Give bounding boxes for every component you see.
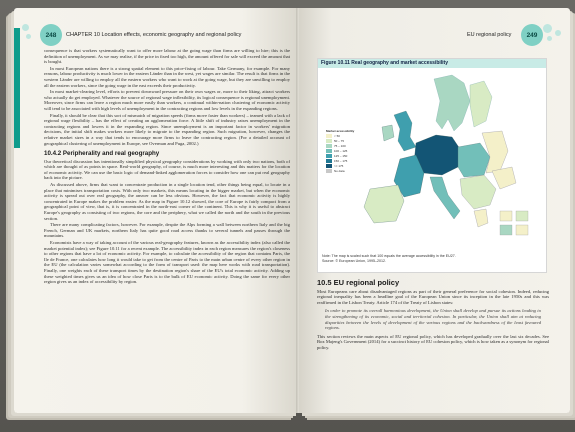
map-inset	[500, 211, 512, 221]
legend-label: 50 – 75	[334, 139, 345, 143]
legend-swatch	[326, 169, 332, 173]
paragraph: Our theoretical discussion has intentionally simplified physical geography considerations by working with only two nations, both of which are thought of as points in space. Real-world geography, of course, is much more interesting and this matters for the location of economic activity. We can use the basic logic of demand-linked agglomeration forces to consider how one can put real geography back into the picture.	[44, 158, 290, 181]
treaty-quote: In order to promote its overall harmonious development, the Union shall develop and pursue its actions leading to the strengthening of its economic, social and territorial cohesion. In particular, the Union shall aim at reducing disparities between the levels of development of the various regions and the backwardness of the least favoured regions.	[325, 308, 541, 331]
figure-title: Figure 10.11 Real geography and market accessibility	[318, 59, 546, 68]
map-inset	[516, 225, 528, 235]
map-inset	[516, 211, 528, 221]
section-heading: 10.5 EU regional policy	[317, 278, 400, 287]
paragraph: In most market-clearing level, efforts to prevent downward pressure on their own wages or, more to their liking, attract workers who actually do get employed. Whatever the source of regional wage inflexibility, its logical consequence is regional unemployment. Moreover, since firms can leave a region much more easily than workers, a continual within-nation clustering of economic activity will tend to be associated with high levels of unemployment in the contracting regions and low levels in the expanding regions.	[44, 89, 290, 111]
legend-label: 100 – 125	[334, 149, 348, 153]
paragraph: In most European nations there is a strong spatial element to this price-fixing of labour. Take Germany, for example. For many reasons, labour productivity is much lower in the eastern Länder than in the west, yet wages are similar. The result is that firms in the western Länder are willing to employ all the eastern workers who want to work at the going wage, but they are unwilling to employ all the eastern workers, since the going wage in the east exceeds their productivity.	[44, 65, 290, 88]
figure-10-11	[317, 58, 547, 273]
paragraph: As discussed above, firms that want to concentrate production in a single location tend, other things being equal, to locate in a place that minimises transportation costs. With only two markets, this means locating in the bigger market, but when the economic activity is spread out over real geography, the answer can be less obvious. However, the fact that economic activity is highly concentrated in Europe makes the problem easier. As the map in Figure 10.12 showed, the core of Europe is fairly compact from a geographical point of view, that is, it is concentrated in the north-east corner of the continent. This is why it is useful to abstract Europe's geography as consisting of two regions, the core and the periphery, what we called the north and the south in the previous section.	[44, 182, 290, 221]
figure-note	[322, 254, 456, 264]
decorative-dots-icon	[537, 22, 567, 46]
paragraph: Most Europeans care about disadvantaged regions as part of their general preference for social cohesion. Indeed, reducing regional inequality has been a headline goal of the European Union since its inception in the late 1950s and this was reaffirmed in the Lisbon Treaty. Article 174 of the Treaty of Lisbon states:	[317, 288, 549, 305]
paragraph: There are many complicating factors, however. For example, despite the Alps forming a wall between northern Italy and the big French, German and UK markets, northern Italy has quite good road access thanks to several tunnels and passes through the mountains.	[44, 222, 290, 239]
right-body-text	[317, 280, 549, 352]
paragraph: Finally, it should be clear that this sort of mismatch of migration speeds (firms move faster than workers) – teamed with a lack of regional wage flexibility – has the effect of creating an agglomeration force. A little shift of industry raises unemployment in the contracting regions and lowers it in the expanding region. Since unemployment is an important factor in workers' migration decisions, the initial shift makes workers more likely to migrate to the expanding region. Such migration, however, changes the relative market sizes in a way that tends to encourage more firms to leave the contracting region. (For a detailed account of geographical clustering of unemployment in Europe, see Overman and Puga, 2002.)	[44, 112, 290, 146]
legend-label: < 50	[334, 134, 340, 138]
paragraph: Economists have a way of taking account of the various real-geography features, known as the accessibility index (also called the market potential index); see Figure 10.11 for a recent example. The accessibility index in each region measures the region's closeness to other regions that have a lot of economic activity. For example, to calculate the accessibility of the region that contains Paris, the Ile de France, one calculates how long it would take to get from the centre of Paris to the main urban centre of every other region in the EU (the calculation varies somewhat according to the form of transport used: the map here works with road transportation). Finally, one weights each of these transport times by the destination region's share of the EU's total economic activity. Adding up these weighted times gives us an idea of how close Paris is to the bulk of EU economic activity. Doing the same for every other region gives us an index of accessibility by region.	[44, 240, 290, 285]
legend-swatch	[326, 144, 332, 148]
figure-source: Source: © European Union, 1995–2012.	[322, 259, 386, 263]
left-page	[14, 8, 299, 413]
open-book	[4, 8, 572, 423]
legend-swatch	[326, 149, 332, 153]
left-page-number: 248	[40, 24, 62, 46]
paragraph: consequence is that workers systematically want to offer more labour at the going wage than firms are willing to hire; this is the definition of unemployment. As we may realise, if the price in fixed too high, the amount offered for sale will exceed the amount that is bought.	[44, 48, 290, 65]
legend-entry	[326, 169, 366, 174]
paragraph: This section reviews the main aspects of EU regional policy, which has developed gradually over the last six decades. See Box Majeng's Government (2014) for a succinct history of EU cohesion policy, which is how taken as a synonym for regional policy.	[317, 333, 549, 350]
legend-label: 125 – 150	[334, 154, 348, 158]
section-heading: 10.4.2 Peripherality and real geography	[44, 150, 160, 158]
right-page	[299, 8, 570, 413]
left-body-text	[44, 48, 290, 286]
map-legend	[326, 129, 366, 174]
legend-label: No data	[334, 169, 345, 173]
map-inset	[500, 225, 512, 235]
legend-label: 75 – 100	[334, 144, 346, 148]
decorative-dots-icon	[22, 22, 52, 46]
right-page-number: 249	[521, 24, 543, 46]
legend-label: 150 – 175	[334, 159, 348, 163]
legend-swatch	[326, 159, 332, 163]
chapter-running-head: CHAPTER 10 Location effects, economic geography and regional policy	[66, 32, 242, 38]
legend-swatch	[326, 134, 332, 138]
legend-swatch	[326, 164, 332, 168]
legend-title: Market accessibility	[326, 129, 355, 133]
legend-swatch	[326, 154, 332, 158]
legend-swatch	[326, 139, 332, 143]
figure-note-text: Note: The map is scaled such that 100 equals the average accessibility in the EU27.	[322, 254, 456, 258]
legend-label: >= 175	[334, 164, 344, 168]
right-running-head: EU regional policy	[467, 32, 512, 38]
chapter-tab-strip	[14, 28, 20, 148]
